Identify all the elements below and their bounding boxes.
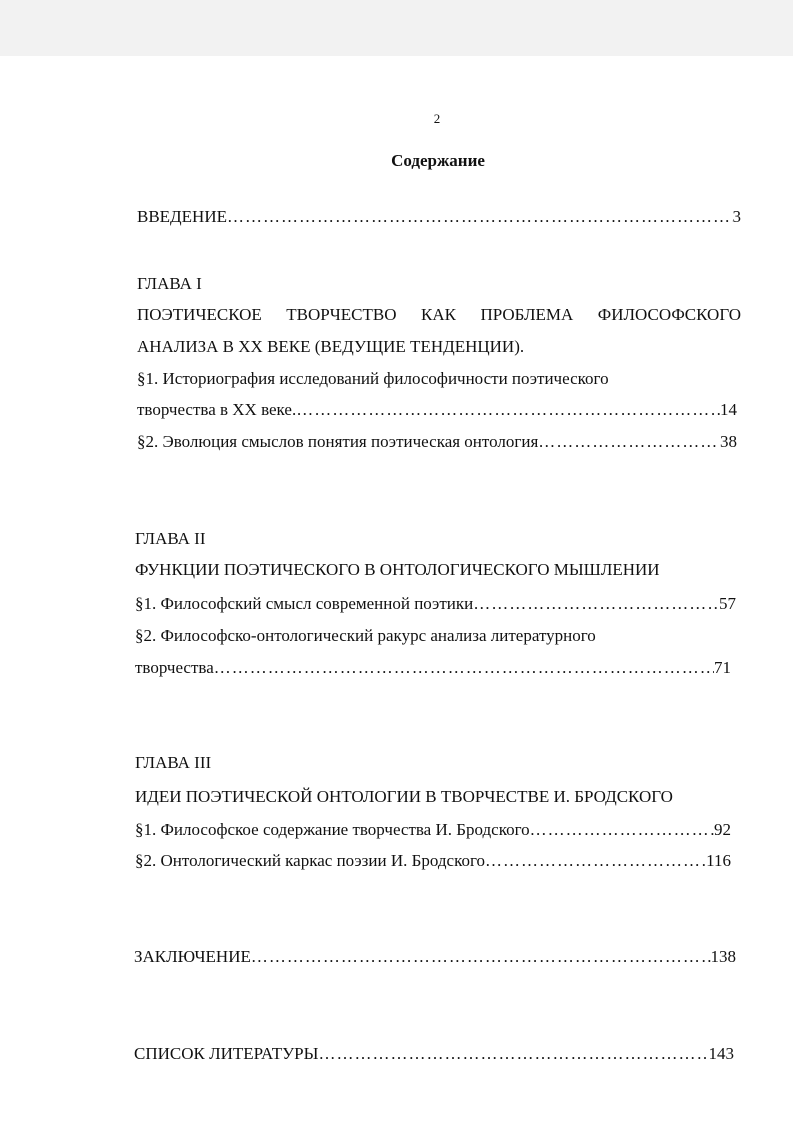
dot-leader [473,594,719,614]
dot-leader [227,207,733,227]
toc-page-number: 38 [720,432,737,451]
page-number: 2 [433,111,441,126]
toc-page-number: 92 [714,820,731,839]
toc-entry-ch1-sec1-line1: §1. Историография исследований философичности поэтического [137,369,609,388]
chapter-3-title: ИДЕИ ПОЭТИЧЕСКОЙ ОНТОЛОГИИ В ТВОРЧЕСТВЕ И. БРОДСКОГО [135,787,673,806]
toc-entry-ch1-sec1[interactable] [137,400,737,420]
toc-page-number: 57 [719,594,736,613]
toc-entry-label: §1. Философский смысл современной поэтики [135,594,474,613]
dot-leader [251,947,711,967]
chapter-2-heading: ГЛАВА II [135,529,206,548]
toc-entry-label: §2. Онтологический каркас поэзии И. Бродского [135,851,486,870]
toc-entry-ch1-sec2[interactable] [137,432,737,452]
dot-leader [318,1044,708,1064]
toc-page-number: 71 [714,658,731,677]
toc-page-number: 3 [732,207,741,226]
toc-entry-ch2-sec2[interactable] [135,658,731,678]
scan-margin [0,0,793,56]
toc-entry-ch3-sec2[interactable] [135,851,731,871]
toc-entry-ch2-sec2-line1: §2. Философско-онтологический ракурс анализа литературного [135,626,596,645]
chapter-1-title-line2: АНАЛИЗА В XX ВЕКЕ (ВЕДУЩИЕ ТЕНДЕНЦИИ). [137,337,525,356]
toc-entry-ch2-sec1[interactable] [135,594,736,614]
dot-leader [296,400,720,420]
dot-leader [530,820,714,840]
toc-entry-introduction[interactable] [137,207,741,227]
toc-entry-label: ВВЕДЕНИЕ [137,207,227,226]
toc-entry-label: §2. Эволюция смыслов понятия поэтическая онтология [137,432,539,451]
toc-entry-bibliography[interactable] [134,1044,734,1064]
chapter-1-title-line1: ПОЭТИЧЕСКОЕ ТВОРЧЕСТВО КАК ПРОБЛЕМА ФИЛОСОФСКОГО [137,305,741,324]
chapter-1-heading: ГЛАВА I [137,274,202,293]
toc-page-number: 138 [710,947,736,966]
toc-entry-label: СПИСОК ЛИТЕРАТУРЫ [134,1044,319,1063]
toc-entry-label: §1. Философское содержание творчества И. Бродского [135,820,530,839]
toc-entry-label: творчества в XX веке. [137,400,297,419]
toc-page-number: 143 [708,1044,734,1063]
page-title: Содержание [391,151,485,170]
dot-leader [485,851,706,871]
toc-entry-label: ЗАКЛЮЧЕНИЕ [134,947,251,966]
dot-leader [214,658,714,678]
toc-entry-ch3-sec1[interactable] [135,820,731,840]
dot-leader [538,432,720,452]
chapter-3-heading: ГЛАВА III [135,753,212,772]
toc-page-number: 116 [706,851,731,870]
toc-entry-conclusion[interactable] [134,947,736,967]
toc-entry-label: творчества [135,658,214,677]
toc-page-number: 14 [720,400,737,419]
chapter-2-title: ФУНКЦИИ ПОЭТИЧЕСКОГО В ОНТОЛОГИЧЕСКОГО МЫШЛЕНИИ [135,560,660,579]
